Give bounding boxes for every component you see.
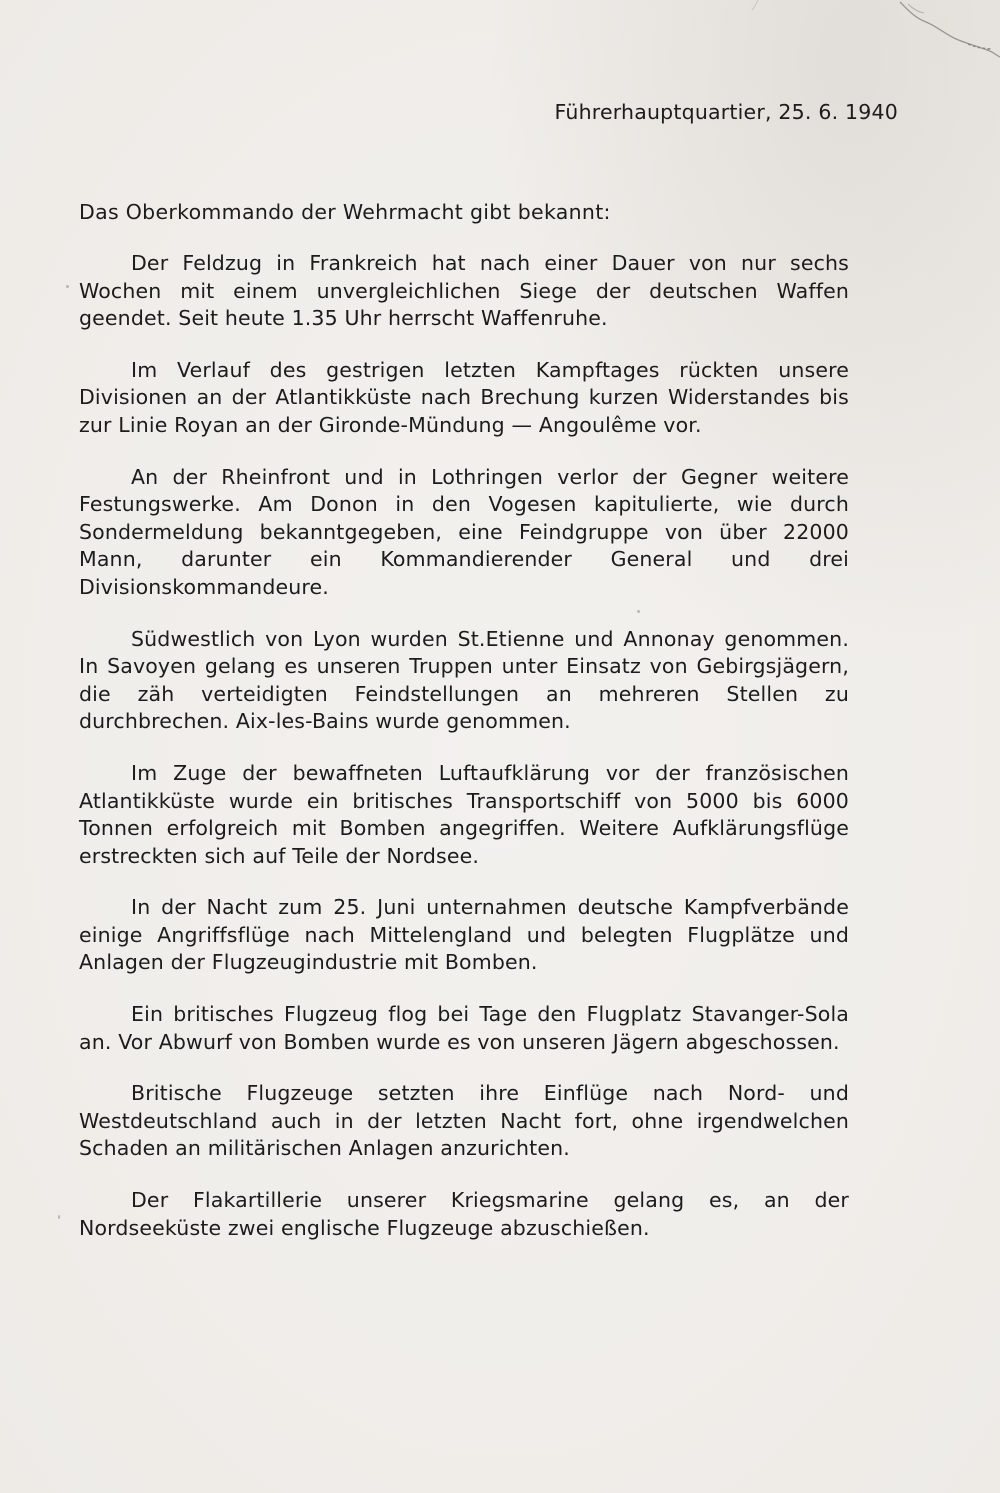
paragraph: Ein britisches Flugzeug flog bei Tage den Flugplatz Stavanger-Sola an. Vor Abwurf von Bomben wurde es von unseren Jägern abgeschossen. (79, 1002, 849, 1054)
dateline: Führerhauptquartier, 25. 6. 1940 (554, 100, 898, 124)
paragraph: Im Verlauf des gestrigen letzten Kampftages rückten unsere Divisionen an der Atlantikküste nach Brechung kurzen Widerstandes bis zur Linie Royan an der Gironde-Mündung — Angoulême vor. (79, 357, 849, 437)
paragraph: Der Feldzug in Frankreich hat nach einer Dauer von nur sechs Wochen mit einem unvergleichlichen Siege der deutschen Waffen geendet. Seit heute 1.35 Uhr herrscht Waffenruhe. (79, 251, 849, 331)
paper-speck (58, 1215, 60, 1219)
intro-line: Das Oberkommando der Wehrmacht gibt bekannt: (79, 200, 611, 224)
paragraph: Britische Flugzeuge setzten ihre Einflüge nach Nord- und Westdeutschland auch in der letzten Nacht fort, ohne irgendwelchen Schaden an militärischen Anlagen anzurichten. (79, 1081, 849, 1161)
paper-speck (66, 285, 69, 288)
paragraph: Südwestlich von Lyon wurden St.Etienne und Annonay genommen. In Savoyen gelang es unseren Truppen unter Einsatz von Gebirgsjägern, die zäh verteidigten Feindstellungen an mehreren Stellen zu durchbrechen. Aix-les-Bains wurde genommen. (79, 626, 849, 734)
paragraph: Im Zuge der bewaffneten Luftaufklärung vor der französischen Atlantikküste wurde ein britisches Transportschiff von 5000 bis 6000 Tonnen erfolgreich mit Bomben angegriffen. Weitere Aufklärungsflüge erstreckten sich auf Teile der Nordsee. (79, 760, 849, 868)
paragraph: In der Nacht zum 25. Juni unternahmen deutsche Kampfverbände einige Angriffsflüge nach Mittelengland und belegten Flugplätze und Anlagen der Flugzeugindustrie mit Bomben. (79, 895, 849, 975)
paper-wear-mark (740, 0, 1000, 110)
paragraph: An der Rheinfront und in Lothringen verlor der Gegner weitere Festungswerke. Am Donon in den Vogesen kapitulierte, wie durch Sondermeldung bekanntgegeben, eine Feindgruppe von über 22000 Mann, darunter ein Kommandierender General und drei Divisionskommandeure. (79, 464, 849, 599)
communique-body (79, 198, 849, 1266)
paragraph: Der Flakartillerie unserer Kriegsmarine gelang es, an der Nordseeküste zwei englische Flugzeuge abzuschießen. (79, 1188, 849, 1240)
